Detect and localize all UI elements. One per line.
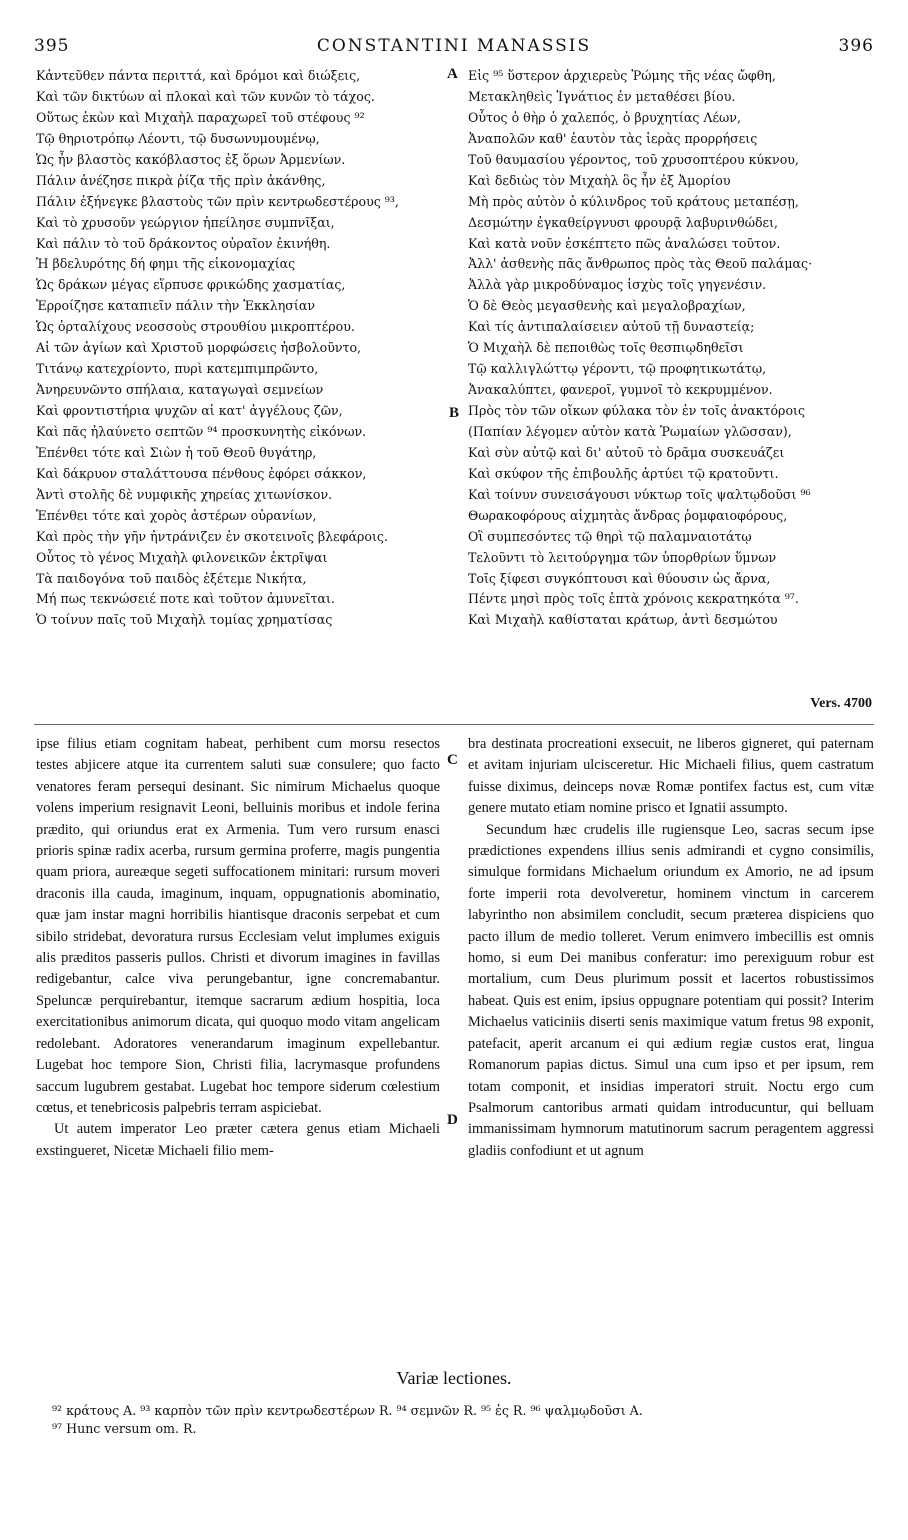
verse-line: (Παπίαν λέγομεν αὐτὸν κατὰ Ῥωμαίων γλῶσσαν),	[468, 423, 792, 439]
verse-line: Ἀναπολῶν καθ' ἑαυτὸν τὰς ἱερὰς προρρήσεις	[468, 130, 758, 146]
verse-line: Ἀνακαλύπτει, φανεροῖ, γυμνοῖ τὸ κεκρυμμένον.	[468, 382, 773, 398]
verse-line: Καὶ πρὸς τὴν γῆν ἠντράνιζεν ἐν σκοτεινοῖς βλεφάροις.	[36, 528, 388, 544]
verse-line: Τοῖς ξίφεσι συγκόπτουσι καὶ θύουσιν ὡς ἄρνα,	[468, 570, 771, 586]
verse-line: Ἡ βδελυρότης δή φημι τῆς εἰκονομαχίας	[36, 256, 296, 272]
verse-line: Κἀντεῦθεν πάντα περιττά, καὶ δρόμοι καὶ διώξεις,	[36, 68, 361, 83]
footnotes	[52, 1402, 872, 1438]
margin-letter-c: C	[447, 752, 458, 768]
latin-paragraph: bra destinata procreationi exsecuit, ne liberos gigneret, qui paternam et avitam injuriam ulcisceretur. Hic Michaeli filius, quem castratum fuisse diximus, deinceps novæ Romæ pontifex factus est, cum vitæ genere mutato etiam nomine prisco et Ignatii assumpto.	[468, 736, 874, 817]
verse-line: Τελοῦντι τὸ λειτούργημα τῶν ὑπορθρίων ὕμνων	[468, 549, 777, 565]
verse-line: Καὶ Μιχαὴλ καθίσταται κράτωρ, ἀντὶ δεσμώτου	[468, 612, 778, 628]
margin-letter-d: D	[447, 1112, 458, 1128]
verse-line: Ἐρροίζησε καταπιεῖν πάλιν τὴν Ἐκκλησίαν	[36, 298, 315, 314]
verse-line: Ὡς ἦν βλαστὸς κακόβλαστος ἐξ ὅρων Ἀρμενίων.	[36, 151, 346, 167]
verse-line: Ἀλλ' ἀσθενὴς πᾶς ἄνθρωπος πρὸς τὰς Θεοῦ παλάμας·	[468, 256, 813, 272]
verse-line: Καὶ τῶν δικτύων αἱ πλοκαὶ καὶ τῶν κυνῶν τὸ τάχος.	[36, 88, 375, 104]
verse-line: Μὴ πρὸς αὐτὸν ὁ κύλινδρος τοῦ κράτους μεταπέσῃ,	[468, 193, 799, 209]
verse-line: Καὶ τοίνυν συνεισάγουσι νύκτωρ τοῖς ψαλτῳδοῦσι ⁹⁶	[468, 486, 811, 502]
page-number-left: 395	[34, 36, 70, 56]
verse-line: Πάλιν ἀνέζησε πικρὰ ῥίζα τῆς πρὶν ἀκάνθης,	[36, 172, 326, 188]
verse-line: Ἀλλὰ γὰρ μικροδύναμος ἰσχὺς τοῖς γηγενέσιν.	[468, 277, 767, 293]
verse-line: Μετακληθεὶς Ἰγνάτιος ἐν μεταθέσει βίου.	[468, 88, 736, 104]
verse-line: Τιτάνῳ κατεχρίοντο, πυρὶ κατεμπιμπρῶντο,	[36, 361, 319, 377]
verse-line: Καὶ δεδιὼς τὸν Μιχαὴλ ὃς ἦν ἐξ Ἀμορίου	[468, 172, 731, 188]
verse-line: Ὡς δράκων μέγας εἵρπυσε φρικώδης χασματίας,	[36, 277, 346, 293]
verse-line: Αἱ τῶν ἁγίων καὶ Χριστοῦ μορφώσεις ἠσβολοῦντο,	[36, 340, 362, 356]
verse-line: Πέντε μησὶ πρὸς τοῖς ἑπτὰ χρόνοις κεκρατηκότα ⁹⁷.	[468, 591, 799, 607]
margin-letter-a: A	[447, 66, 458, 82]
latin-translation-column-right	[468, 734, 874, 1162]
verse-line: Οἳ συμπεσόντες τῷ θηρὶ τῷ παλαμναιοτάτῳ	[468, 528, 752, 544]
separator-rule	[34, 724, 874, 725]
margin-letter-b: B	[449, 405, 460, 421]
verse-line: Καὶ τίς ἀντιπαλαίσειεν αὐτοῦ τῇ δυναστείᾳ;	[468, 319, 755, 335]
greek-verse-column-right	[468, 66, 876, 631]
verse-line: Καὶ πᾶς ἠλαύνετο σεπτῶν ⁹⁴ προσκυνητὴς εἰκόνων.	[36, 423, 367, 439]
page-number-right: 396	[838, 36, 874, 56]
verse-line: Τοῦ θαυμασίου γέροντος, τοῦ χρυσοπτέρου κύκνου,	[468, 151, 799, 167]
latin-paragraph: Ut autem imperator Leo præter cætera genus etiam Michaeli exstingueret, Nicetæ Michaeli filio mem-	[36, 1121, 440, 1159]
verse-line: Οὗτος ὁ θὴρ ὁ χαλεπός, ὁ βρυχητίας Λέων,	[468, 109, 741, 125]
variae-lectiones-heading: Variæ lectiones.	[396, 1368, 512, 1388]
verse-line: Τὰ παιδογόνα τοῦ παιδὸς ἐξέτεμε Νικήτα,	[36, 570, 307, 586]
verse-line: Εἰς ⁹⁵ ὕστερον ἀρχιερεὺς Ῥώμης τῆς νέας ὤφθη,	[468, 68, 776, 83]
latin-paragraph: Secundum hæc crudelis ille rugiensque Leo, sacras secum ipse prædictiones expendens illius senis admirandi et cygno consimilis, simulque formidans Michaelum oriundum ex Amorio, ne ad ipsum forte imperii rota devolveretur, hominem vinctum in carcerem labyrintho non absimilem concludit, secum præterea dispiciens quo pacto illum de medio tolleret. Verum enimvero imbecillis est omnis homo, si eum Dei manibus conferatur: imo perexiguum robur est mortalium, cum Deus plurimum possit et lacertos robustissimos habeat. Quis est enim, ipsius oppugnare potentiam qui possit? Interim Michaelus vaticiniis diserti senis maximique vatum fretus 98 exponit, patefacit, aperit arcanum ei qui ædium regiæ custos erat, lingua Romanorum papias dictus. Simul una cum ipso et per ipsum, rem totam componit, et insidias imperatori struit. Noctu ergo cum Psalmorum cantoribus armati quidam introducuntur, qui belluam immanissimam hymnorum matutinorum sacrum peragentem aggressi gladiis confodiunt et ut agnum	[468, 821, 874, 1159]
latin-translation-column-left	[36, 734, 440, 1162]
verse-line: Πρὸς τὸν τῶν οἴκων φύλακα τὸν ἐν τοῖς ἀνακτόροις	[468, 403, 806, 418]
verse-line: Καὶ σκύφον τῆς ἐπιβουλῆς ἀρτύει τῷ κρατοῦντι.	[468, 465, 779, 481]
greek-verse-column-left	[36, 66, 448, 631]
verse-line: Ἀνηρευνῶντο σπήλαια, καταγωγαὶ σεμνείων	[36, 382, 324, 398]
verse-line: Δεσμώτην ἐγκαθείργνυσι φρουρᾷ λαβυρινθώδει,	[468, 214, 779, 230]
footnote-line: ⁹⁷ Hunc versum om. R.	[52, 1421, 197, 1436]
page-title: CONSTANTINI MANASSIS	[316, 36, 592, 56]
verse-line: Πάλιν ἐξήνεγκε βλαστοὺς τῶν πρὶν κεντρωδεστέρους ⁹³,	[36, 193, 399, 209]
verse-line: Ἀντὶ στολῆς δὲ νυμφικῆς χηρείας χιτωνίσκον.	[36, 486, 333, 502]
verse-line: Θωρακοφόρους αἰχμητὰς ἄνδρας ῥομφαιοφόρους,	[468, 507, 788, 523]
verse-line: Ὁ Μιχαὴλ δὲ πεποιθὼς τοῖς θεσπιῳδηθεῖσι	[468, 340, 744, 356]
verse-line: Καὶ σὺν αὐτῷ καὶ δι' αὐτοῦ τὸ δρᾶμα συσκευάζει	[468, 444, 785, 460]
verse-line: Καὶ φροντιστήρια ψυχῶν αἱ κατ' ἀγγέλους ζῶν,	[36, 403, 343, 418]
verse-line: Τῷ καλλιγλώττῳ γέροντι, τῷ προφητικωτάτῳ,	[468, 361, 767, 377]
verse-line: Τῷ θηριοτρόπῳ Λέοντι, τῷ δυσωνυμουμένῳ,	[36, 130, 320, 146]
verse-line: Ὡς ὀρταλίχους νεοσσοὺς στρουθίου μικροπτέρου.	[36, 319, 355, 335]
verse-line: Ἐπένθει τότε καὶ Σιὼν ἡ τοῦ Θεοῦ θυγάτηρ,	[36, 444, 317, 460]
verse-line: Ὁ τοίνυν παῖς τοῦ Μιχαὴλ τομίας χρηματίσας	[36, 612, 333, 628]
verse-count: Vers. 4700	[810, 696, 872, 711]
running-head	[34, 36, 874, 58]
latin-paragraph: ipse filius etiam cognitam habeat, perhibent cum morsu resectos testes abjicere atque ita currentem saluti suæ consulere; quo facto venatores feram persequi desinant. Sic nimirum Michaelus quoque volens imperium resignavit Leoni, belluinis moribus et indole ferina prædito, qui oriundus erat ex Armenia. Tum vero rursum enasci prioris spinæ radix acerba, rursum germina proferre, magis pungentia quam priora, aureæque segeti suffocationem minitari: rursum moveri draconis illa cauda, imaginum, inquam, oppugnationis abominatio, quæ jam instar magni horribilis hiantisque draconis serpebat et cum sibilo stridebat, devoratura rursus Ecclesiam velut implumes exiguis alis præditos passeris pullos. Christi et divorum imagines in favillas redigebantur, calce viva perungebantur, igne concremabantur. Speluncæ perquirebantur, itemque sacrarum ædium hospitia, loca exercitationibus animorum dicata, qui quoquo modo vitam angelicam redolebant. Adoratores venerandarum imaginum expellebantur. Lugebat hoc tempore Sion, Christi filia, lacrymasque profundens saccum lugubrem gestabat. Lugebat hoc tempore siderum cœlestium cœtus, et tenebricosis palpebris terram aspiciebat.	[36, 736, 440, 1116]
footnote-line: ⁹² κράτους A. ⁹³ καρπὸν τῶν πρὶν κεντρωδεστέρων R. ⁹⁴ σεμνῶν R. ⁹⁵ ἐς R. ⁹⁶ ψαλμῳδοῦσι A.	[52, 1403, 643, 1418]
verse-line: Μή πως τεκνώσειέ ποτε καὶ τοῦτον ἀμυνεῖται.	[36, 591, 335, 607]
verse-line: Καὶ τὸ χρυσοῦν γεώργιον ἠπείλησε συμπνῖξαι,	[36, 214, 335, 230]
verse-line: Ὁ δὲ Θεὸς μεγασθενὴς καὶ μεγαλοβραχίων,	[468, 298, 746, 314]
verse-line: Ἐπένθει τότε καὶ χορὸς ἀστέρων οὐρανίων,	[36, 507, 317, 523]
verse-line: Οὗτος τὸ γένος Μιχαὴλ φιλονεικῶν ἐκτρῖψαι	[36, 549, 328, 565]
verse-line: Καὶ δάκρυον σταλάττουσα πένθους ἐφόρει σάκκον,	[36, 465, 367, 481]
verse-line: Οὕτως ἑκὼν καὶ Μιχαὴλ παραχωρεῖ τοῦ στέφους ⁹²	[36, 109, 365, 125]
verse-line: Καὶ πάλιν τὸ τοῦ δράκοντος οὐραῖον ἐκινήθη.	[36, 235, 331, 251]
verse-line: Καὶ κατὰ νοῦν ἐσκέπτετο πῶς ἀναλώσει τοῦτον.	[468, 235, 781, 251]
